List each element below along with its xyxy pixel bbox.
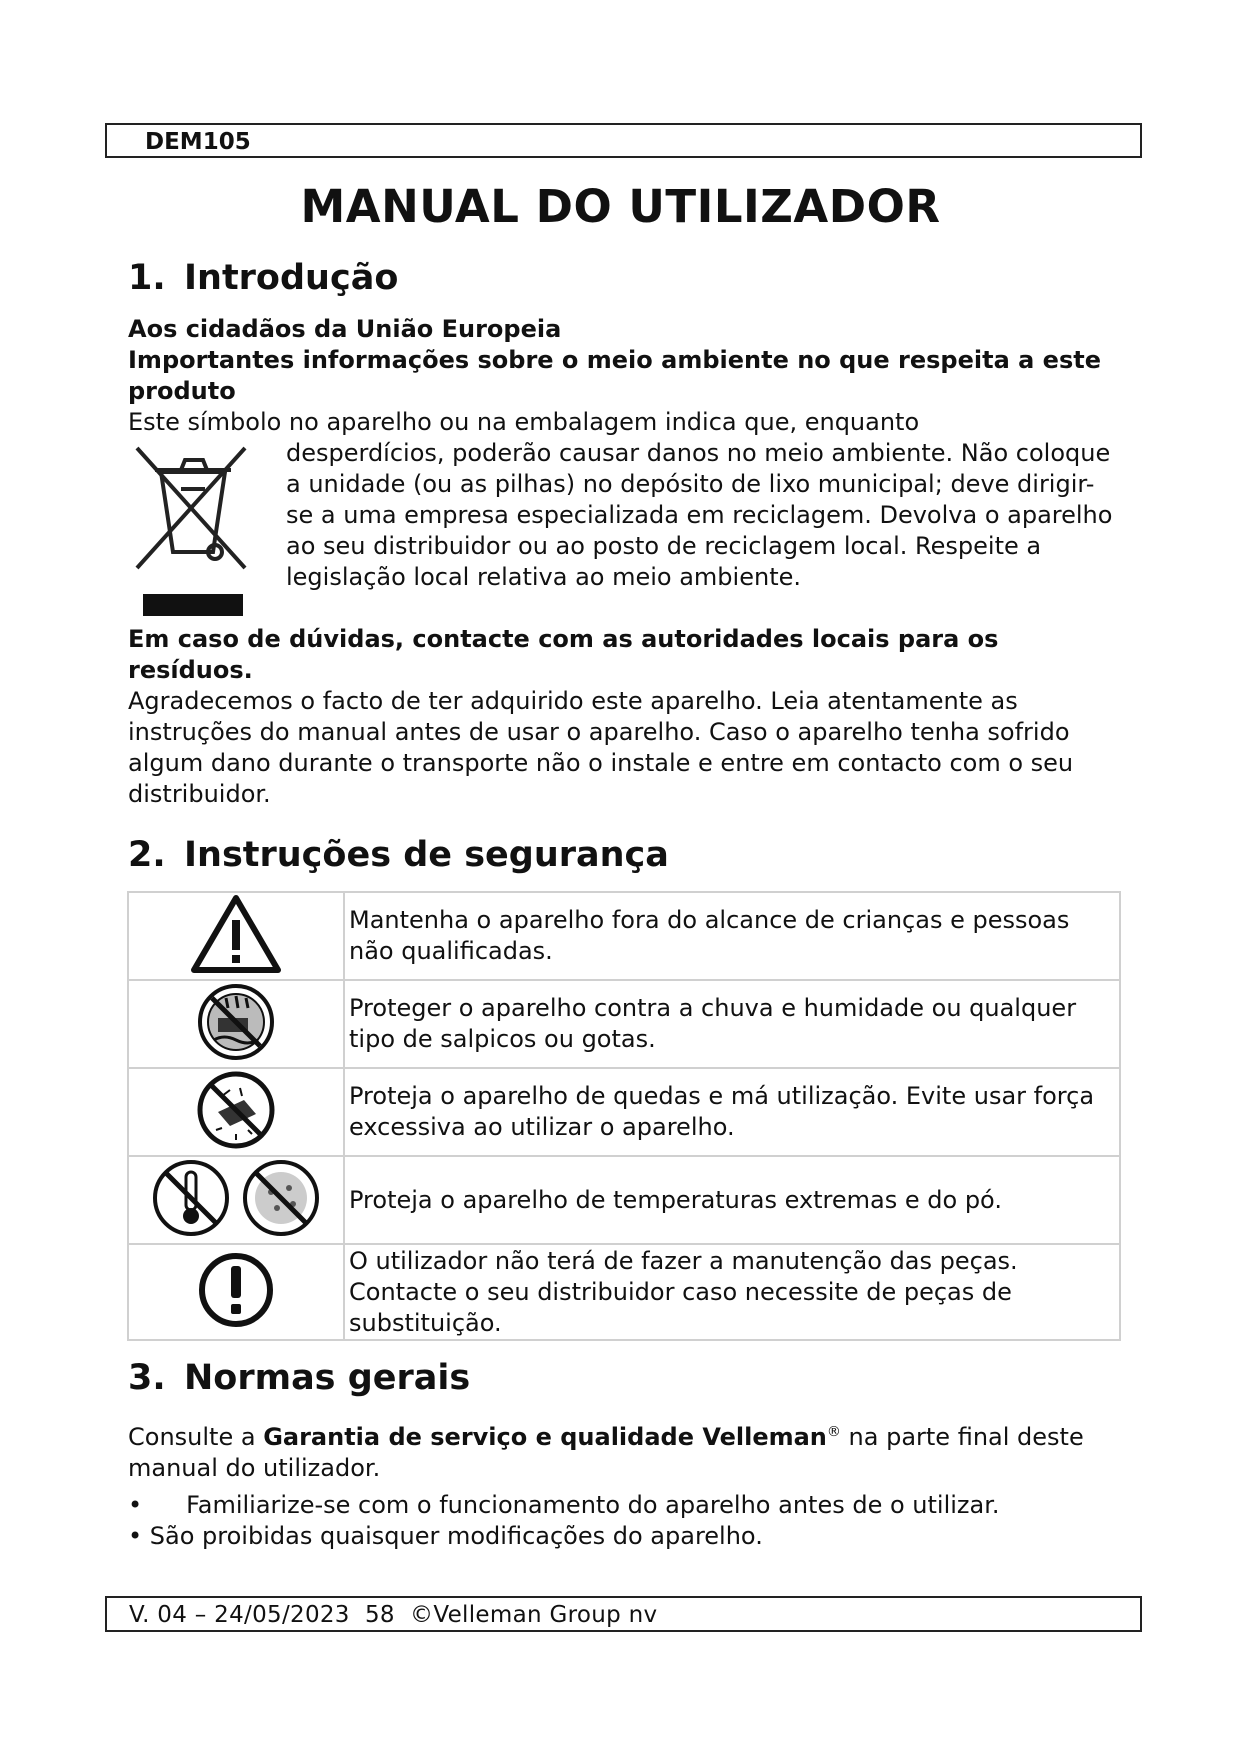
safety-table (127, 891, 1121, 1341)
list-item (128, 1490, 1000, 1521)
section-2-heading (128, 835, 669, 875)
doubts-text: Em caso de dúvidas, contacte com as autoridades locais para os resíduos. (128, 625, 999, 684)
weee-lead: Este símbolo no aparelho ou na embalagem indica que, enquanto (128, 408, 920, 436)
section-3-title: Normas gerais (184, 1358, 471, 1398)
header-box (105, 123, 1142, 158)
eu-title: Aos cidadãos da União Europeia (128, 315, 562, 343)
no-temperature-no-dust-icon (151, 1158, 321, 1238)
thanks-text: Agradecemos o facto de ter adquirido este aparelho. Leia atentamente as instruções do manual antes de usar o aparelho. Caso o aparelho tenha sofrido algum dano durante o transporte não o instale e entre em contacto com o seu distribuidor. (128, 687, 1074, 808)
weee-text: desperdícios, poderão causar danos no meio ambiente. Não coloque a unidade (ou as pilhas) no depósito de lixo municipal; deve dirigir-se a uma empresa especializada em reciclagem. Devolva o aparelho ao seu distribuidor ou ao posto de reciclagem local. Respeite a legislação local relativa ao meio ambiente. (286, 439, 1113, 591)
safety-row (128, 1156, 1120, 1244)
consult-post: na parte final deste manual do utilizador. (128, 1423, 1084, 1482)
safety-row (128, 980, 1120, 1068)
section-2-title: Instruções de segurança (184, 835, 669, 875)
consult-text (128, 1417, 1088, 1484)
section-1-heading (128, 258, 398, 298)
section-1-number: 1. (128, 258, 166, 298)
no-drop-icon (196, 1070, 276, 1150)
safety-text: Proteger o aparelho contra a chuva e humidade ou qualquer tipo de salpicos ou gotas. (344, 980, 1120, 1068)
bullet-dot: • (128, 1491, 143, 1519)
safety-row (128, 892, 1120, 980)
list-item (128, 1521, 1000, 1552)
section-3-heading (128, 1358, 470, 1398)
section-2-number: 2. (128, 835, 166, 875)
registered-mark: ® (826, 1424, 841, 1440)
env-title: Importantes informações sobre o meio ambiente no que respeita a este produto (128, 346, 1101, 405)
section-3-number: 3. (128, 1358, 166, 1398)
bullet-dot: • (128, 1522, 143, 1550)
consult-pre: Consulte a (128, 1423, 264, 1451)
section-1-title: Introdução (184, 258, 399, 298)
bullet-text: São proibidas quaisquer modificações do aparelho. (149, 1522, 763, 1550)
safety-row (128, 1068, 1120, 1156)
safety-text: Proteja o aparelho de quedas e má utilização. Evite usar força excessiva ao utilizar o aparelho. (344, 1068, 1120, 1156)
warning-triangle-icon (190, 894, 282, 974)
footer-text: V. 04 – 24/05/2023 58 ©Velleman Group nv (129, 1602, 658, 1628)
safety-row (128, 1244, 1120, 1340)
safety-text: O utilizador não terá de fazer a manutenção das peças. Contacte o seu distribuidor caso necessite de peças de substituição. (344, 1244, 1120, 1340)
general-rules-list (128, 1490, 1000, 1552)
no-water-icon (196, 982, 276, 1062)
consult-bold: Garantia de serviço e qualidade Velleman (263, 1423, 827, 1451)
bullet-text: Familiarize-se com o funcionamento do aparelho antes de o utilizar. (186, 1491, 1000, 1519)
exclamation-circle-icon (196, 1250, 276, 1330)
safety-text: Proteja o aparelho de temperaturas extremas e do pó. (344, 1156, 1120, 1244)
footer-box (105, 1596, 1142, 1632)
model-label: DEM105 (145, 129, 251, 155)
document-title: MANUAL DO UTILIZADOR (300, 180, 941, 233)
weee-crossed-bin-icon (133, 444, 251, 620)
safety-text: Mantenha o aparelho fora do alcance de crianças e pessoas não qualificadas. (344, 892, 1120, 980)
